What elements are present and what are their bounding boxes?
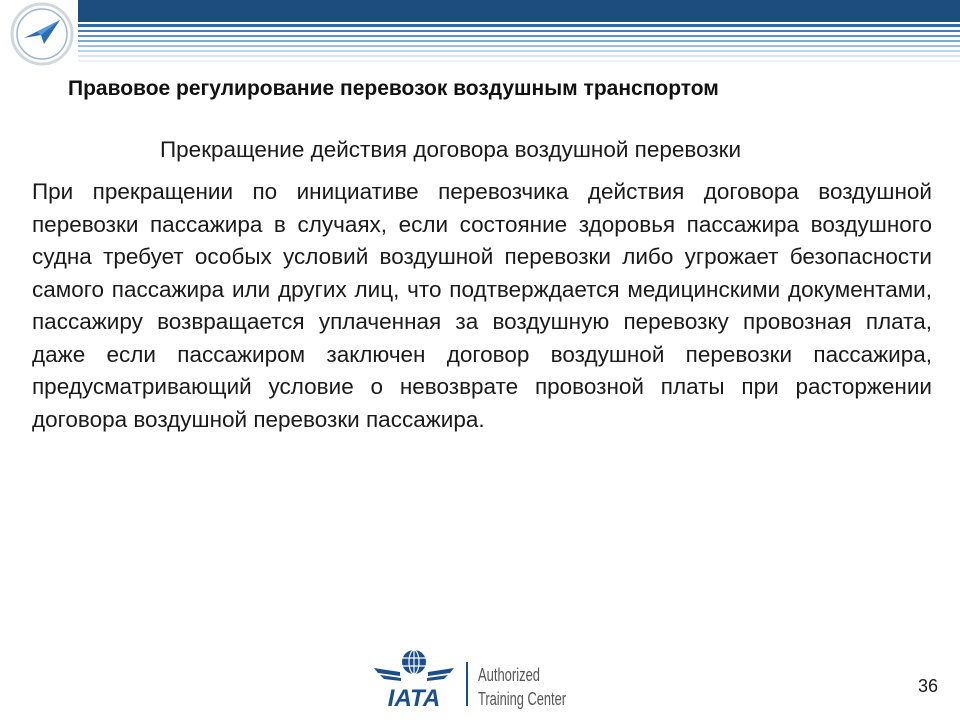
footer-line-training-center: Training Center [478, 689, 567, 709]
header-band [0, 0, 960, 72]
page-number: 36 [917, 676, 938, 696]
slide-title: Правовое регулирование перевозок воздушным транспортом [68, 77, 719, 100]
footer-divider [466, 662, 468, 706]
airplane-logo-icon [4, 2, 76, 66]
globe-icon [402, 650, 426, 674]
iata-training-center-logo [372, 648, 572, 712]
slide-subtitle: Прекращение действия договора воздушной перевозки [160, 137, 742, 162]
body-paragraph: При прекращении по инициативе перевозчика действия договора воздушной перевозки пассажира в случаях, если состояние здоровья пассажира воздушного судна требует особых условий воздушной перевозки либо угрожает безопасности самого пассажира или других лиц, что подтверждается медицинскими документами, пассажиру возвращается уплаченная за воздушную перевозку провозная плата, даже если пассажиром заключен договор воздушной перевозки пассажира, предусматривающий условие о невозврате провозной платы при расторжении договора воздушной перевозки пассажира. [32, 179, 932, 432]
iata-wordmark: IATA [387, 685, 441, 712]
footer-line-authorized: Authorized [478, 665, 540, 685]
